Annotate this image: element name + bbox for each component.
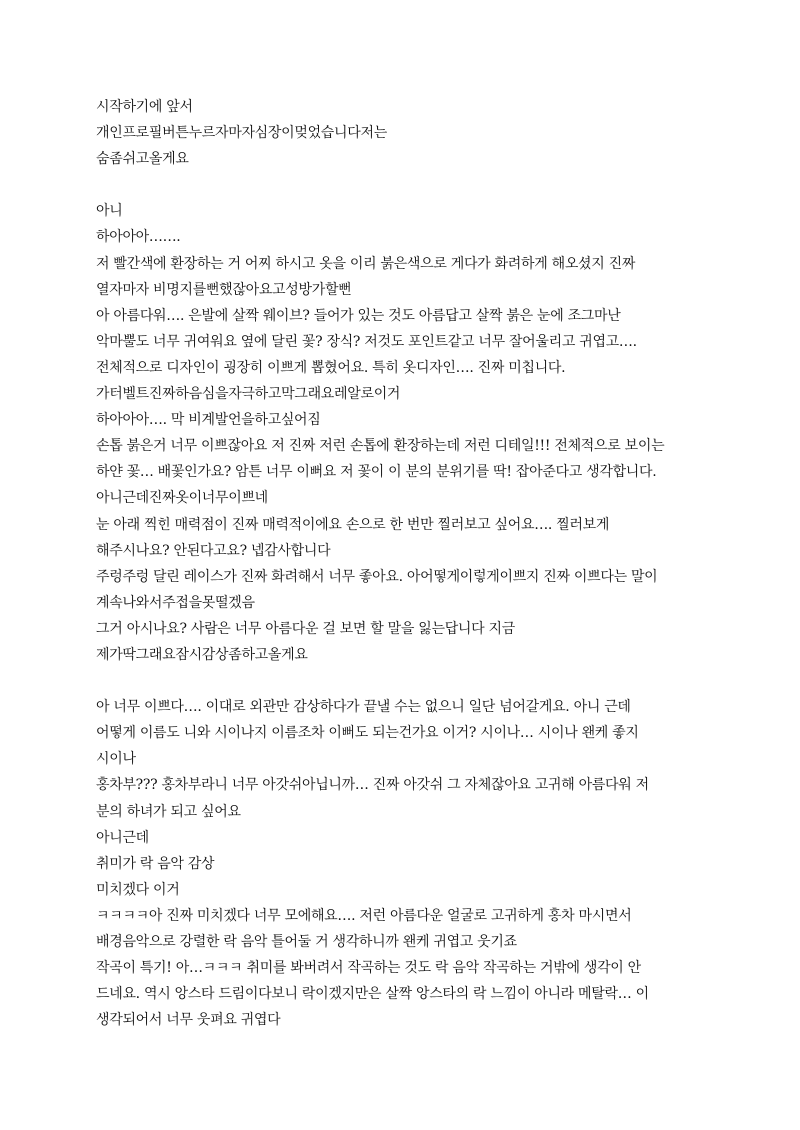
text-line: ㅋㅋㅋㅋ아 진짜 미치겠다 너무 모에해요…. 저런 아름다운 얼굴로 고귀하게 홍차 마시면서 [96,907,632,924]
text-line: 시작하기에 앞서 [96,99,193,115]
blank-line [96,172,716,198]
text-line: 하아아아……. [96,229,181,246]
text-line: 악마뿔도 너무 귀여워요 옆에 달린 꽃? 장식? 저것도 포인트같고 너무 잘어울리고 귀엽고…. [96,333,637,350]
text-line: 작곡이 특기! 아…ㅋㅋㅋ 취미를 봐버려서 작곡하는 것도 락 음악 작곡하는 거밖에 생각이 안 [96,960,641,977]
text-line: 저 빨간색에 환장하는 거 어찌 하시고 옷을 이리 붉은색으로 게다가 화려하게 해오셨지 진짜 [96,255,636,272]
text-line: 하아아아…. 막 비계발언을하고싶어짐 [96,412,321,429]
text-line: 홍차부??? 홍차부라니 너무 아갓쉬아닙니까… 진짜 아갓쉬 그 자체잖아요 고귀해 아름다워 저 [96,777,649,794]
text-line: 가터벨트진짜하음심을자극하고막그래요레알로이거 [96,386,401,403]
text-line: 생각되어서 너무 웃펴요 귀엽다 [96,1012,281,1029]
text-line: 아 너무 이쁘다…. 이대로 외관만 감상하다가 끝낼 수는 없으니 일단 넘어갈게요. 아니 근데 [96,699,631,716]
text-line: 시이나 [96,751,136,768]
text-line: 취미가 락 음악 감상 [96,855,215,872]
text-line: 전체적으로 디자인이 굉장히 이쁘게 뽑혔어요. 특히 옷디자인…. 진짜 미칩니다. [96,359,566,376]
text-line: 아니근데진짜옷이너무이쁘네 [96,490,268,507]
text-line: 분의 하녀가 되고 싶어요 [96,803,241,820]
text-line: 개인프로필버튼누르자마자심장이멎었습니다저는 [96,125,387,142]
text-line: 미치겠다 이거 [96,881,180,898]
text-line: 아니 [96,203,123,220]
text-line: 계속나와서주접을못떨겠음 [96,594,255,611]
text-line: 눈 아래 찍힌 매력점이 진짜 매력적이에요 손으로 한 번만 찔러보고 싶어요…. 찔러보게 [96,516,610,533]
text-line: 그거 아시나요? 사람은 너무 아름다운 걸 보면 할 말을 잃는답니다 지금 [96,620,515,637]
text-line: 하얀 꽃… 배꽃인가요? 암튼 너무 이뻐요 저 꽃이 이 분의 분위기를 딱! 잡아준다고 생각합니다. [96,464,657,481]
text-line: 숨좀쉬고올게요 [96,151,189,168]
text-line: 아니근데 [96,829,149,846]
document-page [96,94,716,1033]
text-line: 주렁주렁 달린 레이스가 진짜 화려해서 너무 좋아요. 아어떻게이렇게이쁘지 진짜 이쁘다는 말이 [96,568,658,585]
text-line: 배경음악으로 강렬한 락 음악 틀어둘 거 생각하니까 왠케 귀엽고 웃기죠 [96,934,517,950]
text-line: 아 아름다워…. 은발에 살짝 웨이브? 들어가 있는 것도 아름답고 살짝 붉은 눈에 조그마난 [96,307,621,324]
text-line: 어떻게 이름도 니와 시이나지 이름조차 이뻐도 되는건가요 이거? 시이나… 시이나 왠케 좋지 [96,725,639,742]
text-line: 손톱 붉은거 너무 이쁘잖아요 저 진짜 저런 손톱에 환장하는데 저런 디테일!!! 전체적으로 보이는 [96,438,665,455]
text-line: 제가딱그래요잠시감상좀하고올게요 [96,646,308,663]
text-line: 해주시나요? 안된다고요? 넵감사합니다 [96,542,331,559]
blank-line [96,668,716,694]
text-line: 열자마자 비명지를뻔했잖아요고성방가할뻔 [96,281,352,298]
text-line: 드네요. 역시 앙스타 드림이다보니 락이겠지만은 살짝 앙스타의 락 느낌이 아니라 메탈락… 이 [96,986,649,1003]
